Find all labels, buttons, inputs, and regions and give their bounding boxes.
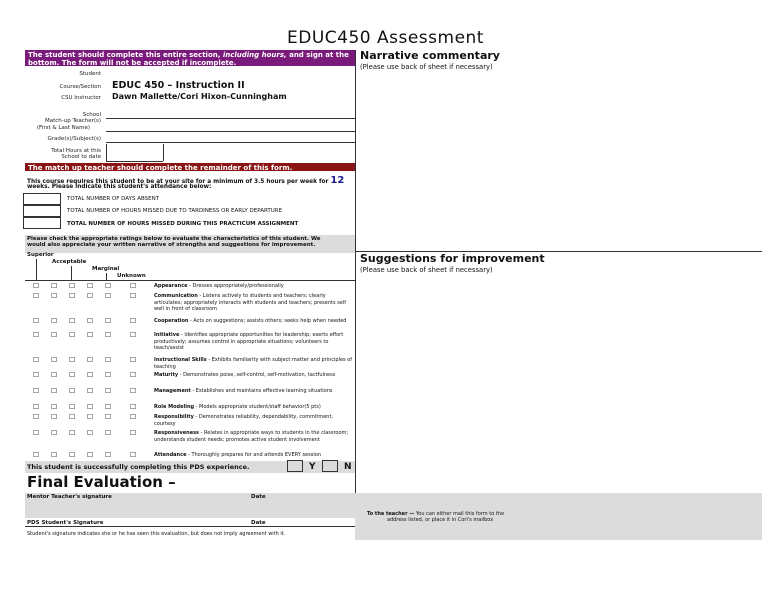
rating-checkbox[interactable]: ☐: [69, 317, 76, 325]
scale-superior: Superior: [27, 252, 54, 258]
scale-unknown: Unknown: [117, 273, 146, 279]
grade-label: Grade(s)/Subject(s): [47, 136, 101, 142]
rating-checkbox[interactable]: ☐: [33, 331, 40, 339]
criterion-text: [154, 357, 354, 370]
rating-checkbox[interactable]: ☐: [130, 331, 137, 339]
criterion-description: - Dresses appropriately/professionally: [187, 283, 284, 289]
course-label: Course/Section: [59, 84, 101, 90]
rating-checkbox[interactable]: ☐: [33, 413, 40, 421]
days-absent-box[interactable]: [23, 193, 61, 205]
missed-hours-box[interactable]: [23, 217, 61, 229]
hours-label-2: School to date: [61, 154, 101, 160]
rating-checkbox[interactable]: ☐: [33, 403, 40, 411]
column-divider: [355, 50, 356, 540]
mentor-date-label: Date: [251, 494, 266, 500]
criterion-description: - Thoroughly prepares for and attends EVERY session: [186, 452, 321, 458]
criterion-text: [154, 404, 354, 411]
rating-checkbox[interactable]: ☐: [105, 403, 112, 411]
instructor-label: CSU Instructor: [61, 95, 101, 101]
rating-checkbox[interactable]: ☐: [105, 387, 112, 395]
mentor-signature-field[interactable]: [25, 500, 355, 518]
school-field[interactable]: [106, 118, 355, 119]
matchup-label: Match-up Teacher(s): [45, 118, 101, 124]
rating-checkbox[interactable]: ☐: [130, 451, 137, 459]
rating-checkbox[interactable]: ☐: [51, 403, 58, 411]
hours-field[interactable]: [106, 161, 163, 162]
rating-checkbox[interactable]: ☐: [105, 451, 112, 459]
rating-checkbox[interactable]: ☐: [69, 331, 76, 339]
rating-checkbox[interactable]: ☐: [87, 282, 94, 290]
scale-tick-3: [106, 273, 107, 280]
requirement-line-2: weeks. Please indicate this student's attendance below:: [27, 184, 212, 190]
intro-text: The student should complete this entire section,: [28, 51, 223, 59]
rating-checkbox[interactable]: ☐: [87, 413, 94, 421]
hours-label: Total Hours at this: [51, 148, 101, 154]
signature-note: Student's signature indicates she or he has seen this evaluation, but does not imply agreement with it.: [27, 531, 286, 537]
rating-checkbox[interactable]: ☐: [69, 451, 76, 459]
criterion-description: - Identifies appropriate opportunities for leadership; exerts effort productively; assumes control in appropriate situations; volunteers to teach/assist: [154, 332, 344, 351]
rating-checkbox[interactable]: ☐: [69, 371, 76, 379]
student-signature-label: PDS Student's Signature: [27, 520, 104, 526]
rating-checkbox[interactable]: ☐: [69, 429, 76, 437]
rating-checkbox[interactable]: ☐: [33, 387, 40, 395]
narrative-heading: Narrative commentary: [360, 49, 500, 62]
teacher-note-line-2: address listed, or place it in Cori's mailbox: [387, 517, 494, 523]
narrative-sub: (Please use back of sheet if necessary): [360, 63, 493, 71]
rating-checkbox[interactable]: ☐: [33, 317, 40, 325]
rating-checkbox[interactable]: ☐: [69, 413, 76, 421]
days-absent-label: TOTAL NUMBER OF DAYS ABSENT: [67, 196, 160, 202]
rating-checkbox[interactable]: ☐: [69, 356, 76, 364]
student-date-label: Date: [251, 520, 266, 526]
criterion-name: Instructional Skills: [154, 357, 207, 363]
intro-emphasis: including hours,: [222, 51, 287, 59]
instructor-value: Dawn Mallette/Cori Hixon-Cunningham: [112, 92, 287, 101]
match-bar: The match up teacher should complete the remainder of this form.: [25, 163, 355, 171]
criterion-description: - Models appropriate student/staff behavior(5 pts): [194, 404, 321, 410]
success-label: This student is successfully completing this PDS experience.: [27, 463, 250, 471]
matchup-field[interactable]: [106, 131, 355, 132]
student-signature-line[interactable]: [25, 526, 355, 527]
rating-checkbox[interactable]: ☐: [105, 292, 112, 300]
criterion-description: - Demonstrates reliability, dependability, commitment, courtesy: [154, 414, 333, 427]
rating-checkbox[interactable]: ☐: [51, 413, 58, 421]
rating-checkbox[interactable]: ☐: [51, 429, 58, 437]
rating-checkbox[interactable]: ☐: [33, 356, 40, 364]
rating-checkbox[interactable]: ☐: [33, 292, 40, 300]
rating-checkbox[interactable]: ☐: [51, 371, 58, 379]
rating-checkbox[interactable]: ☐: [51, 356, 58, 364]
rating-checkbox[interactable]: ☐: [105, 371, 112, 379]
criterion-description: - Establishes and maintains effective learning situations: [190, 388, 333, 394]
rating-checkbox[interactable]: ☐: [69, 387, 76, 395]
course-value: EDUC 450 – Instruction II: [112, 80, 245, 91]
rating-checkbox[interactable]: ☐: [130, 292, 137, 300]
criterion-text: [154, 318, 354, 325]
criterion-text: [154, 388, 354, 395]
suggestions-field[interactable]: [358, 277, 762, 491]
rating-checkbox[interactable]: ☐: [69, 292, 76, 300]
matchup-label-2: (First & Last Name): [36, 125, 90, 131]
school-label: School: [82, 112, 101, 118]
rating-checkbox[interactable]: ☐: [33, 451, 40, 459]
criterion-description: - Acts on suggestions; assists others; seeks help when needed: [188, 318, 347, 324]
rating-checkbox[interactable]: ☐: [51, 317, 58, 325]
suggestions-heading: Suggestions for improvement: [360, 252, 545, 265]
page-title: EDUC450 Assessment: [287, 28, 484, 48]
rating-instructions-2: would also appreciate your written narrative of strengths and suggestions for improvement.: [27, 242, 316, 248]
rating-checkbox[interactable]: ☐: [87, 387, 94, 395]
rating-checkbox[interactable]: ☐: [51, 331, 58, 339]
teacher-note-text: You can either mail this form to the: [414, 511, 505, 517]
scale-marginal: Marginal: [92, 266, 120, 272]
rating-checkbox[interactable]: ☐: [33, 371, 40, 379]
criterion-description: - Demonstrates poise, self-control, self-motivation, tactfulness: [178, 372, 336, 378]
rating-checkbox[interactable]: ☐: [105, 317, 112, 325]
rating-checkbox[interactable]: ☐: [105, 356, 112, 364]
student-label: Student: [79, 71, 101, 77]
rating-checkbox[interactable]: ☐: [87, 451, 94, 459]
rating-checkbox[interactable]: ☐: [105, 282, 112, 290]
intro-text-3: bottom. The form will not be accepted if incomplete.: [28, 59, 237, 67]
scale-acceptable: Acceptable: [52, 259, 87, 265]
criterion-name: Cooperation: [154, 318, 189, 324]
suggestions-sub: (Please use back of sheet if necessary): [360, 266, 493, 274]
intro-bar: [25, 50, 355, 66]
final-evaluation-heading: Final Evaluation –: [27, 473, 176, 491]
rating-checkbox[interactable]: ☐: [51, 292, 58, 300]
rating-checkbox[interactable]: ☐: [87, 429, 94, 437]
hours-box-right: [163, 144, 164, 161]
rating-checkbox[interactable]: ☐: [51, 387, 58, 395]
criterion-description: - Listens actively to students and teachers; clearly articulates; appropriately interacts with students and teachers; presents self well in front of classroom: [154, 293, 347, 312]
rating-checkbox[interactable]: ☐: [87, 292, 94, 300]
yes-label: Y: [309, 462, 316, 472]
criterion-name: Appearance: [154, 283, 188, 289]
missed-hours-label: TOTAL NUMBER OF HOURS MISSED DURING THIS PRACTICUM ASSIGNMENT: [67, 221, 299, 227]
rating-checkbox[interactable]: ☐: [33, 282, 40, 290]
rating-checkbox[interactable]: ☐: [87, 331, 94, 339]
scale-tick-1: [36, 259, 37, 280]
criterion-text: [154, 452, 354, 459]
rating-checkbox[interactable]: ☐: [69, 403, 76, 411]
criterion-text: [154, 283, 354, 290]
criterion-description: - Exhibits familiarity with subject matter and principles of teaching: [154, 357, 353, 370]
weeks-value: 12: [330, 175, 345, 186]
yes-checkbox[interactable]: [287, 460, 303, 472]
criterion-text: [154, 372, 354, 379]
scale-divider: [25, 280, 355, 281]
grade-field[interactable]: [106, 142, 355, 143]
rating-checkbox[interactable]: ☐: [130, 371, 137, 379]
rating-checkbox[interactable]: ☐: [87, 356, 94, 364]
rating-checkbox[interactable]: ☐: [130, 317, 137, 325]
criterion-name: Maturity: [154, 372, 179, 378]
criterion-text: [154, 332, 354, 352]
rating-checkbox[interactable]: ☐: [130, 403, 137, 411]
rating-checkbox[interactable]: ☐: [51, 282, 58, 290]
mentor-signature-label: Mentor Teacher's signature: [27, 494, 112, 500]
narrative-field[interactable]: [358, 74, 762, 250]
rating-checkbox[interactable]: ☐: [130, 356, 137, 364]
criterion-description: - Relates in appropriate ways to students in the classroom; understands student needs; promotes active student involvement: [154, 430, 349, 443]
rating-checkbox[interactable]: ☐: [130, 282, 137, 290]
rating-instructions-1: Please check the appropriate ratings below to evaluate the characteristics of this student. We: [27, 236, 321, 242]
rating-checkbox[interactable]: ☐: [69, 282, 76, 290]
no-label: N: [344, 462, 352, 472]
criterion-text: [154, 414, 354, 427]
criterion-name: Management: [154, 388, 191, 394]
rating-checkbox[interactable]: ☐: [105, 331, 112, 339]
rating-checkbox[interactable]: ☐: [130, 413, 137, 421]
rating-checkbox[interactable]: ☐: [130, 387, 137, 395]
scale-tick-2: [71, 266, 72, 280]
rating-checkbox[interactable]: ☐: [105, 429, 112, 437]
tardy-hours-box[interactable]: [23, 205, 61, 217]
criterion-name: Role Modeling: [154, 404, 195, 410]
rating-checkbox[interactable]: ☐: [87, 317, 94, 325]
rating-checkbox[interactable]: ☐: [87, 403, 94, 411]
rating-checkbox[interactable]: ☐: [51, 451, 58, 459]
rating-checkbox[interactable]: ☐: [33, 429, 40, 437]
criterion-name: Initiative: [154, 332, 180, 338]
rating-checkbox[interactable]: ☐: [105, 413, 112, 421]
hours-box-left: [106, 144, 107, 161]
criterion-name: Responsibility: [154, 414, 194, 420]
criterion-text: [154, 430, 354, 443]
criterion-text: [154, 293, 354, 313]
criterion-name: Attendance: [154, 452, 187, 458]
requirement-line-1: This course requires this student to be at your site for a minimum of 3.5 hours per week for: [27, 179, 329, 185]
no-checkbox[interactable]: [322, 460, 338, 472]
intro-text-2: and sign at the: [286, 51, 349, 59]
tardy-hours-label: TOTAL NUMBER OF HOURS MISSED DUE TO TARDINESS OR EARLY DEPARTURE: [67, 208, 283, 214]
rating-checkbox[interactable]: ☐: [130, 429, 137, 437]
teacher-note-bold: To the teacher —: [367, 511, 415, 517]
criterion-name: Responsiveness: [154, 430, 200, 436]
criterion-name: Communication: [154, 293, 198, 299]
rating-checkbox[interactable]: ☐: [87, 371, 94, 379]
